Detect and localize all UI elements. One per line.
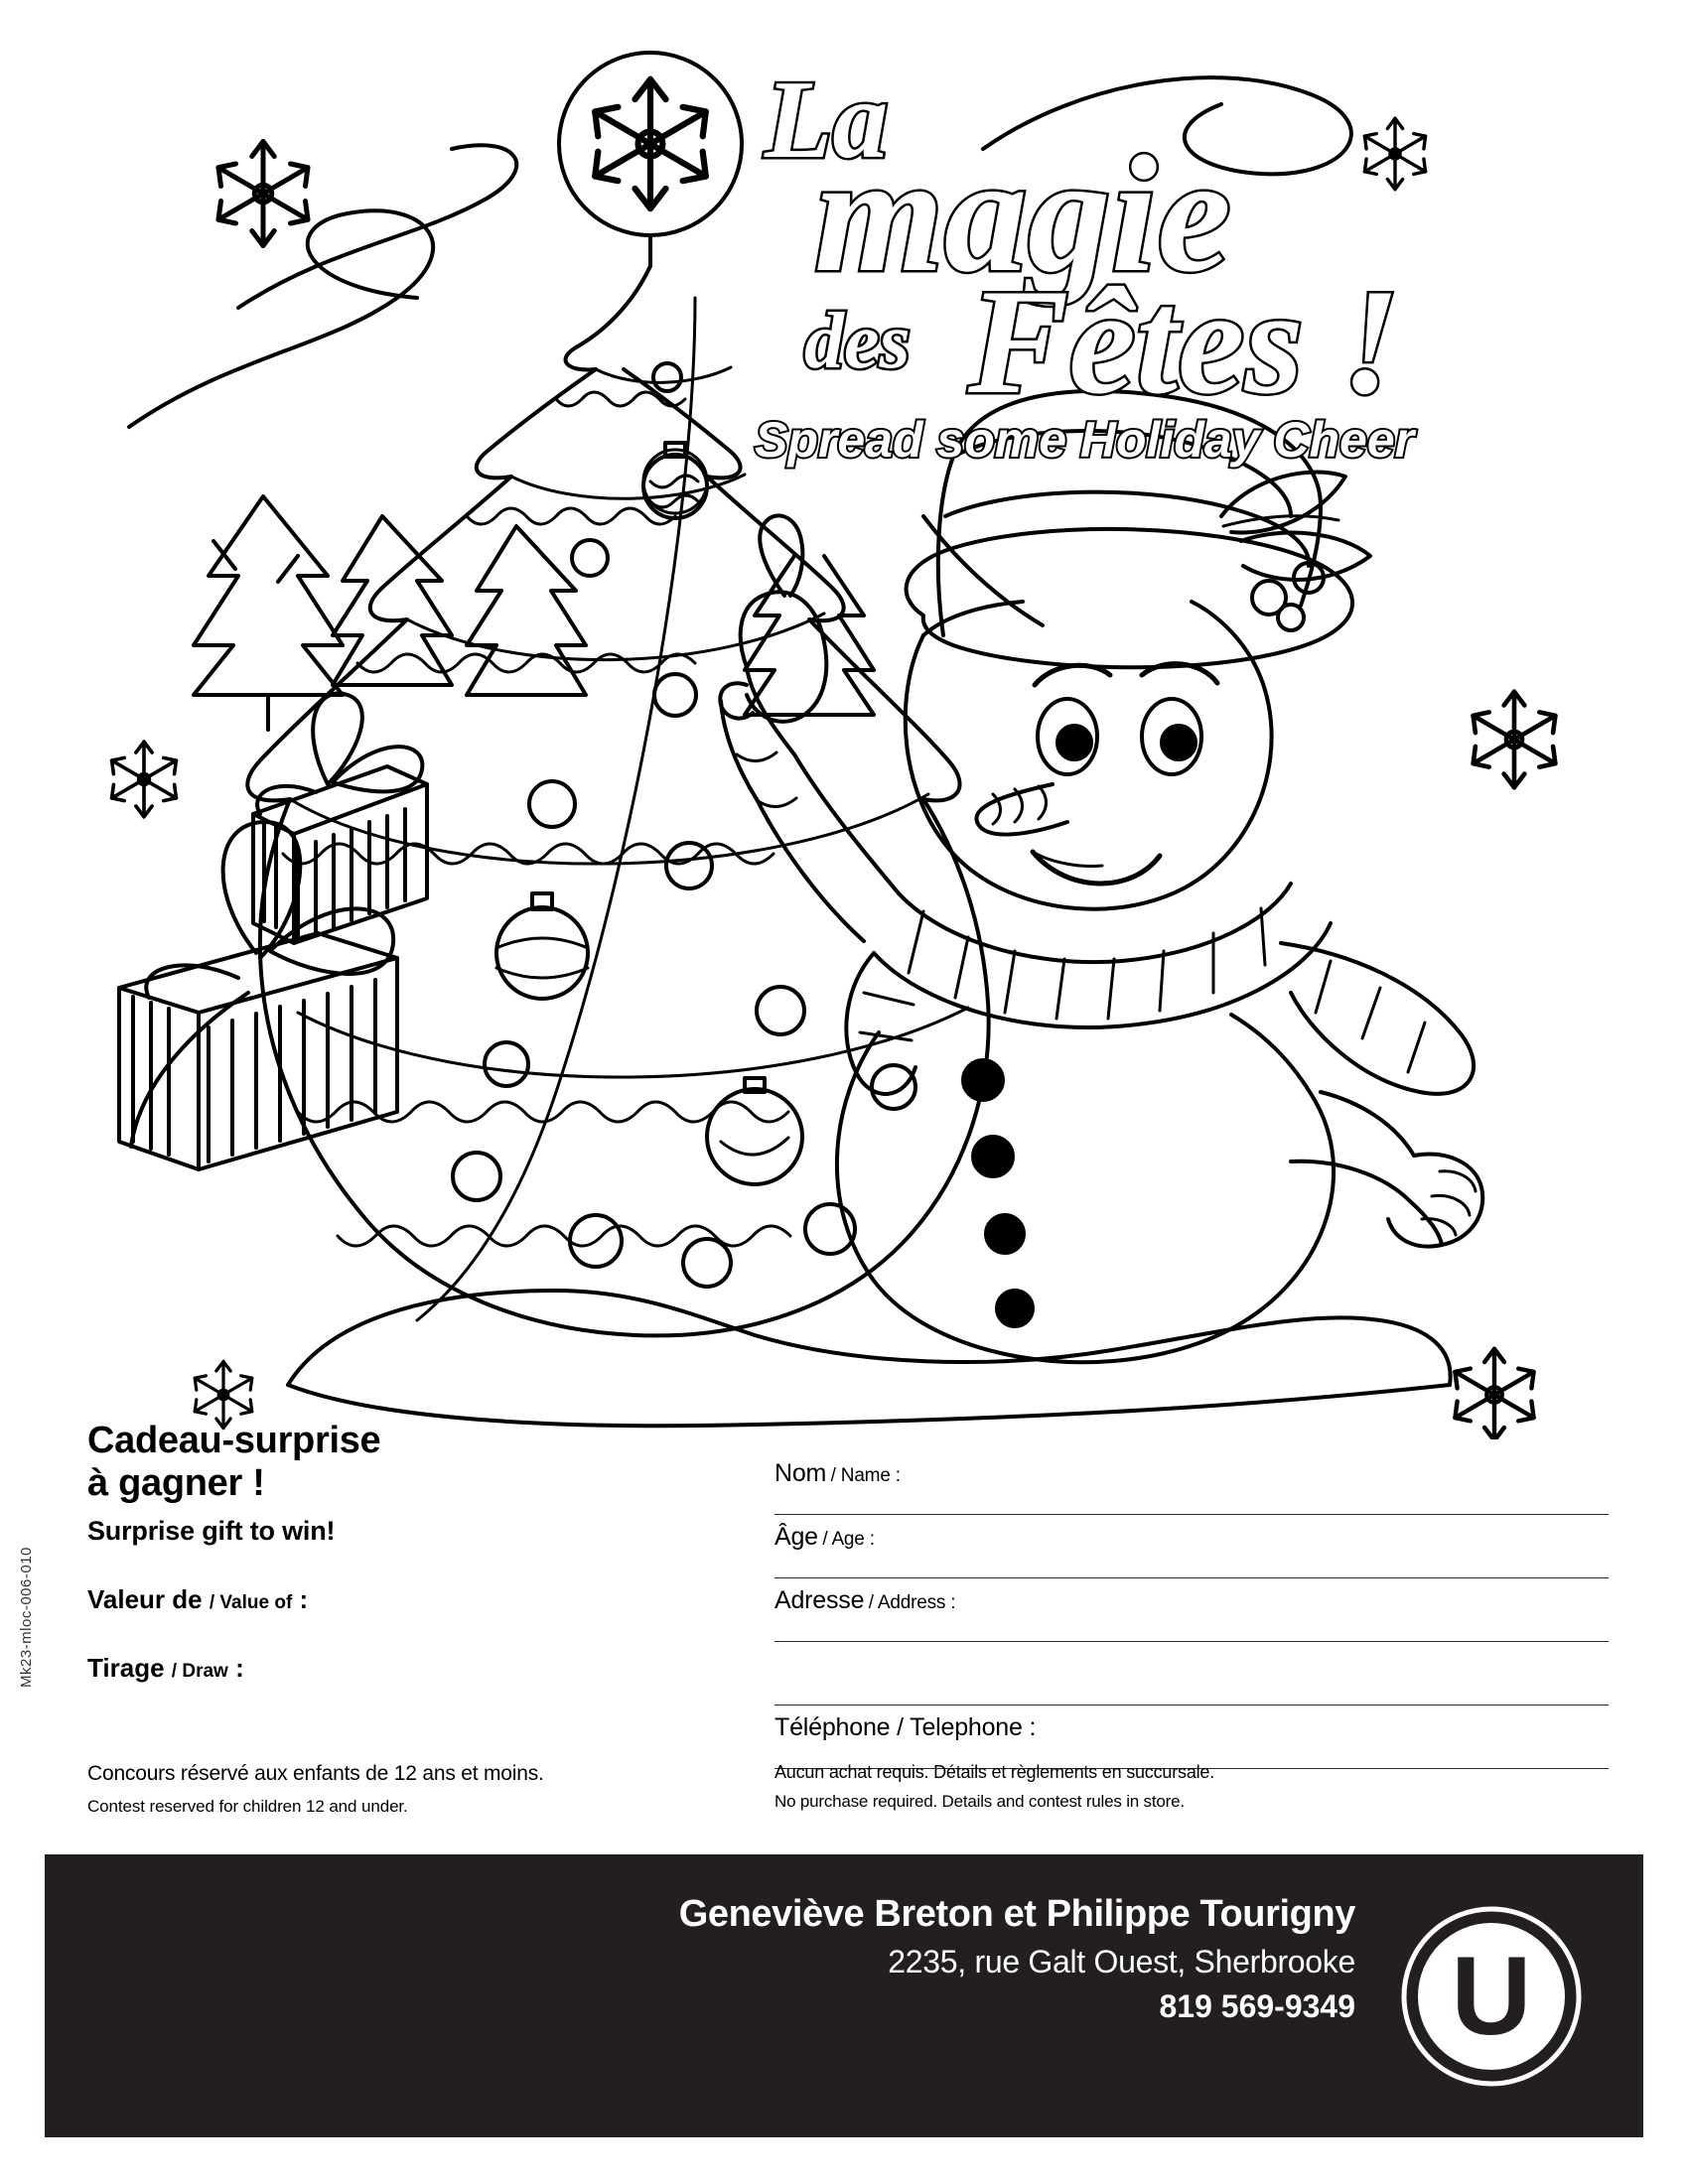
name-label-en: / Name : bbox=[830, 1465, 901, 1486]
value-label-fr: Valeur de bbox=[87, 1584, 203, 1615]
address-street: 2235, rue Galt Ouest, bbox=[888, 1943, 1186, 1979]
title-line-fetes: Fêtes ! bbox=[968, 258, 1400, 425]
contest-rules-en: Contest reserved for children 12 and under. bbox=[87, 1797, 408, 1816]
prize-heading-line2: à gagner ! bbox=[87, 1461, 265, 1504]
title-tagline: Spread some Holiday Cheer bbox=[755, 412, 1415, 468]
name-input-line[interactable] bbox=[774, 1514, 1609, 1515]
value-label-en: / Value of bbox=[209, 1592, 293, 1614]
draw-label-fr: Tirage bbox=[87, 1653, 165, 1684]
uniprix-logo-icon bbox=[1397, 1902, 1586, 2091]
merchant-phone: 819 569-9349 bbox=[1159, 1987, 1355, 2024]
merchant-address bbox=[382, 1944, 1355, 1980]
merchant-name: Geneviève Breton et Philippe Tourigny bbox=[678, 1893, 1355, 1935]
age-field[interactable] bbox=[774, 1523, 1609, 1586]
prize-heading-line1: Cadeau-surprise bbox=[87, 1420, 381, 1461]
prize-block bbox=[87, 1420, 703, 1684]
age-input-line[interactable] bbox=[774, 1577, 1609, 1578]
age-label-en: / Age : bbox=[822, 1529, 875, 1550]
phone-label: Téléphone / Telephone : bbox=[774, 1713, 1037, 1741]
prize-subheading: Surprise gift to win! bbox=[87, 1516, 336, 1547]
snowman-icon bbox=[720, 391, 1482, 1362]
footer-text bbox=[382, 1892, 1355, 2025]
document-code: Mk23-mloc-006-010 bbox=[18, 1547, 35, 1688]
title-line-des: des bbox=[804, 298, 911, 385]
snowflake-icon bbox=[112, 118, 1556, 1439]
prize-heading bbox=[87, 1420, 703, 1504]
draw-label-en: / Draw bbox=[171, 1661, 228, 1683]
value-colon: : bbox=[299, 1584, 309, 1615]
address-label-en: / Address : bbox=[868, 1592, 956, 1613]
christmas-tree-icon bbox=[247, 53, 988, 1335]
contest-rules-fr: Concours réservé aux enfants de 12 ans et moins. bbox=[87, 1762, 544, 1785]
entry-form bbox=[774, 1459, 1609, 1777]
address-input-line[interactable] bbox=[774, 1641, 1609, 1642]
address-field[interactable] bbox=[774, 1586, 1609, 1650]
name-field[interactable] bbox=[774, 1459, 1609, 1523]
logo-letter: U bbox=[1451, 1934, 1532, 2058]
draw-line bbox=[87, 1653, 703, 1684]
age-label-fr: Âge bbox=[774, 1523, 818, 1551]
address-input-line-2[interactable] bbox=[774, 1705, 1609, 1706]
title-line-la: La bbox=[765, 59, 889, 182]
address-city: Sherbrooke bbox=[1194, 1943, 1355, 1979]
address-field-line2[interactable] bbox=[774, 1650, 1609, 1713]
title-line-magie: magie bbox=[814, 122, 1231, 307]
snow-ground-icon bbox=[288, 1291, 1451, 1426]
disclaimer-fr: Aucun achat requis. Détails et règlements en succursale. bbox=[774, 1762, 1215, 1782]
value-line bbox=[87, 1584, 703, 1615]
address-label-fr: Adresse bbox=[774, 1586, 865, 1614]
name-label-fr: Nom bbox=[774, 1459, 827, 1487]
draw-colon: : bbox=[235, 1653, 244, 1684]
background-pine-trees-icon bbox=[194, 496, 1043, 730]
footer-bar bbox=[45, 1854, 1643, 2137]
disclaimer-en: No purchase required. Details and contest rules in store. bbox=[774, 1792, 1185, 1811]
